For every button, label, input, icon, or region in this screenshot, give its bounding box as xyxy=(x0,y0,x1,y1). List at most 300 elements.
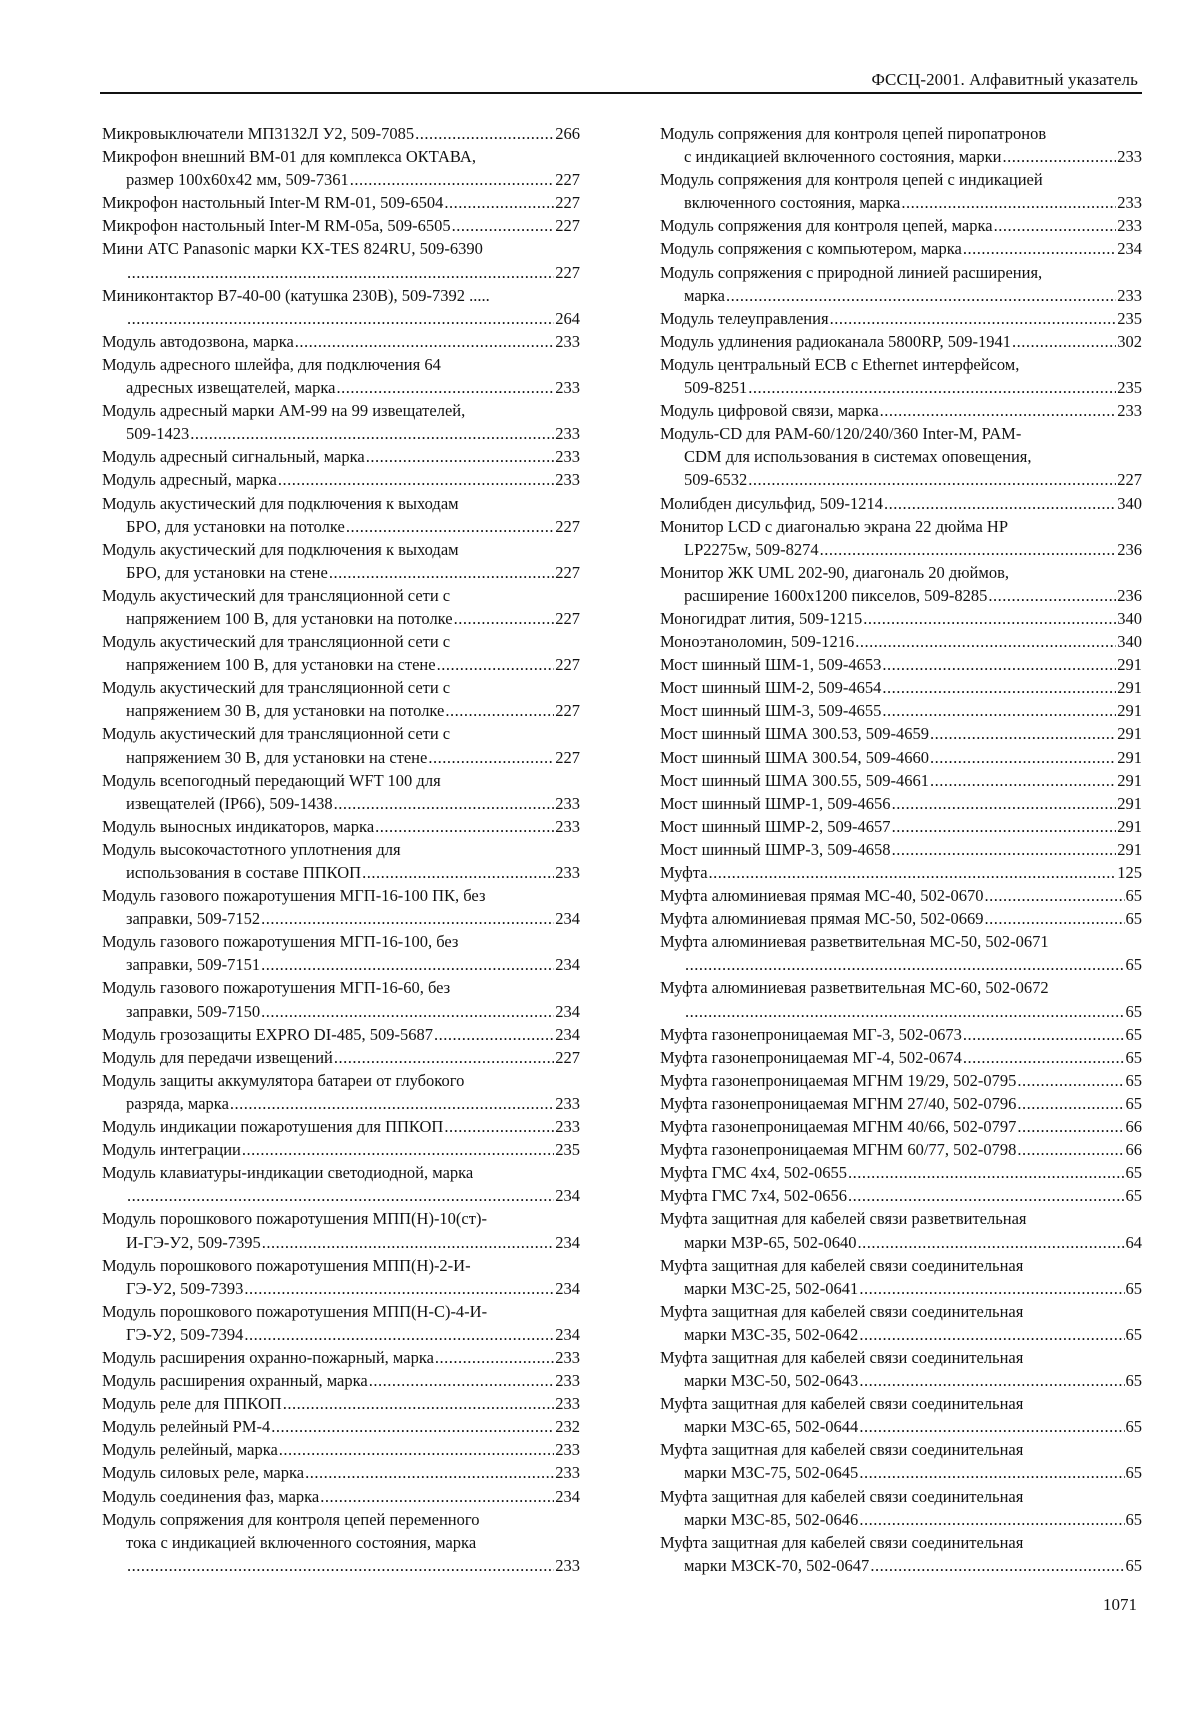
dot-leader xyxy=(127,261,554,284)
entry-page: 65 xyxy=(1125,1509,1142,1529)
entry-text: Модуль расширения охранно-пожарный, марка xyxy=(102,1347,434,1367)
index-entry xyxy=(660,492,1142,515)
entry-page: 291 xyxy=(1117,793,1142,813)
index-entry xyxy=(102,584,580,630)
page-number: 1071 xyxy=(1103,1595,1137,1614)
entry-text: заправки, 509-7152 xyxy=(126,909,261,929)
index-entry xyxy=(660,699,1142,722)
entry-text: Модуль автодозвона, марка xyxy=(102,331,294,351)
entry-text: Мост шинный ШМ-1, 509-4653 xyxy=(660,655,882,675)
dot-leader xyxy=(262,1231,554,1254)
index-entry xyxy=(102,1461,580,1484)
index-entry xyxy=(102,1254,580,1300)
entry-text: Модуль-CD для РАМ-60/120/240/360 Inter-M, PAM- xyxy=(660,424,1022,444)
dot-leader xyxy=(820,538,1117,561)
entry-text: Модуль всепогодный передающий WFT 100 для xyxy=(102,770,441,790)
entry-text: Муфта защитная для кабелей связи соединительная xyxy=(660,1301,1024,1321)
index-entry xyxy=(660,1531,1142,1577)
entry-text: Микровыключатели МП3132Л У2, 509-7085 xyxy=(102,124,415,143)
entry-page: 65 xyxy=(1125,1047,1142,1067)
entry-text: Миниконтактор В7-40-00 (катушка 230В), 509-7392 ..... xyxy=(102,285,490,305)
dot-leader xyxy=(334,1046,554,1069)
index-entry xyxy=(102,468,580,491)
dot-leader xyxy=(437,653,555,676)
index-entry xyxy=(102,1300,580,1346)
entry-text: LP2275w, 509-8274 xyxy=(684,539,819,559)
dot-leader xyxy=(930,769,1116,792)
entry-page: 233 xyxy=(555,816,580,836)
dot-leader xyxy=(230,1092,554,1115)
entry-page: 264 xyxy=(555,308,580,328)
entry-text: Модуль сопряжения для контроля цепей с индикацией xyxy=(660,170,1043,190)
index-entry xyxy=(660,907,1142,930)
dot-leader xyxy=(244,1277,554,1300)
index-entry xyxy=(102,1369,580,1392)
index-entry xyxy=(660,122,1142,168)
dot-leader xyxy=(848,1184,1124,1207)
index-entry xyxy=(660,792,1142,815)
dot-leader xyxy=(963,1023,1125,1046)
index-entry xyxy=(660,1184,1142,1207)
dot-leader xyxy=(1017,1092,1124,1115)
entry-text: напряжением 100 В, для установки на потолке xyxy=(126,608,453,628)
entry-page: 227 xyxy=(555,216,580,236)
entry-page: 227 xyxy=(555,193,580,213)
entry-text: Модуль сопряжения с компьютером, марка xyxy=(660,239,962,259)
dot-leader xyxy=(892,838,1117,861)
entry-text: марки МЗС-25, 502-0641 xyxy=(684,1278,859,1298)
index-entry xyxy=(102,838,580,884)
running-header xyxy=(100,68,1142,94)
entry-page: 233 xyxy=(1117,401,1142,421)
entry-text: 509-1423 xyxy=(126,424,190,444)
entry-page: 234 xyxy=(555,1232,580,1252)
entry-page: 235 xyxy=(1117,308,1142,328)
dot-leader xyxy=(283,1392,555,1415)
dot-leader xyxy=(334,792,555,815)
index-entry xyxy=(660,422,1142,491)
entry-text: Муфта алюминиевая разветвительная МС-50, 502-0671 xyxy=(660,932,1049,952)
index-entry xyxy=(102,1207,580,1253)
entry-page: 65 xyxy=(1125,1324,1142,1344)
entry-page: 65 xyxy=(1125,886,1142,906)
dot-leader xyxy=(1012,330,1116,353)
entry-text: 509-8251 xyxy=(684,378,748,398)
index-entry xyxy=(102,445,580,468)
entry-text: марки МЗС-85, 502-0646 xyxy=(684,1509,859,1529)
entry-page: 65 xyxy=(1125,1163,1142,1183)
index-entry xyxy=(102,237,580,283)
index-entry xyxy=(102,630,580,676)
entry-text: Муфта газонепроницаемая МГНМ 40/66, 502-0797 xyxy=(660,1117,1017,1137)
entry-text: включенного состояния, марка xyxy=(684,193,901,213)
entry-page: 291 xyxy=(1117,655,1142,675)
entry-text: Модуль адресный марки АМ-99 на 99 извещателей, xyxy=(102,401,466,421)
dot-leader xyxy=(709,861,1117,884)
dot-leader xyxy=(375,815,554,838)
index-entry xyxy=(660,1161,1142,1184)
entry-text: Муфта xyxy=(660,863,708,882)
index-entry xyxy=(660,1346,1142,1392)
entry-page: 236 xyxy=(1117,585,1142,605)
entry-page: 291 xyxy=(1117,770,1142,790)
entry-page: 227 xyxy=(555,608,580,628)
entry-text: Муфта алюминиевая прямая МС-40, 502-0670 xyxy=(660,886,984,906)
entry-page: 233 xyxy=(555,1440,580,1460)
entry-text: использования в составе ППКОП xyxy=(126,863,362,882)
entry-page: 233 xyxy=(555,1555,580,1575)
entry-page: 291 xyxy=(1117,839,1142,859)
dot-leader xyxy=(261,1000,554,1023)
index-entry xyxy=(660,1115,1142,1138)
dot-leader xyxy=(930,722,1116,745)
dot-leader xyxy=(190,422,554,445)
dot-leader xyxy=(415,122,554,145)
dot-leader xyxy=(685,953,1125,976)
index-entry xyxy=(102,1115,580,1138)
entry-text: Молибден дисульфид, 509-1214 xyxy=(660,493,884,513)
entry-text: Модуль сопряжения для контроля цепей, марка xyxy=(660,216,993,236)
entry-text: ГЭ-У2, 509-7393 xyxy=(126,1278,244,1298)
entry-text: Моногидрат лития, 509-1215 xyxy=(660,608,863,628)
entry-page: 291 xyxy=(1117,747,1142,767)
index-entry xyxy=(660,1092,1142,1115)
index-entry xyxy=(102,1392,580,1415)
index-entry xyxy=(660,838,1142,861)
entry-text: адресных извещателей, марка xyxy=(126,378,336,398)
entry-text: Модуль порошкового пожаротушения МПП(Н-С)-4-И- xyxy=(102,1301,488,1321)
dot-leader xyxy=(320,1485,554,1508)
index-entry xyxy=(102,1138,580,1161)
entry-page: 233 xyxy=(555,863,580,882)
entry-text: Мост шинный ШМР-1, 509-4656 xyxy=(660,793,891,813)
entry-page: 235 xyxy=(1117,378,1142,398)
entry-page: 302 xyxy=(1117,331,1142,351)
dot-leader xyxy=(329,561,554,584)
entry-text: Мост шинный ШМА 300.54, 509-4660 xyxy=(660,747,930,767)
entry-text: Модуль акустический для подключения к выходам xyxy=(102,539,459,559)
index-entry xyxy=(102,538,580,584)
entry-page: 234 xyxy=(555,1001,580,1021)
entry-text: напряжением 100 В, для установки на стене xyxy=(126,655,436,675)
entry-text: напряжением 30 В, для установки на потолке xyxy=(126,701,445,721)
entry-text: Модуль газового пожаротушения МГП-16-100, без xyxy=(102,932,459,952)
index-entry xyxy=(660,561,1142,607)
entry-text: Модуль для передачи извещений xyxy=(102,1047,333,1067)
entry-text: Муфта защитная для кабелей связи соединительная xyxy=(660,1347,1024,1367)
entry-text: тока с индикацией включенного состояния, марка xyxy=(126,1532,477,1552)
entry-page: 233 xyxy=(555,470,580,490)
dot-leader xyxy=(859,1461,1124,1484)
index-entry xyxy=(102,1161,580,1207)
entry-text: Мини АТС Panasonic марки KX-TES 824RU, 509-6390 xyxy=(102,239,483,259)
entry-text: Модуль клавиатуры-индикации светодиодной, марка xyxy=(102,1163,474,1183)
entry-page: 233 xyxy=(555,1347,580,1367)
index-entry xyxy=(102,1046,580,1069)
dot-leader xyxy=(855,630,1116,653)
entry-text: Модуль сопряжения для контроля цепей переменного xyxy=(102,1509,480,1529)
index-entry xyxy=(660,515,1142,561)
index-entry xyxy=(102,122,580,145)
entry-text: Модуль адресный, марка xyxy=(102,470,277,490)
dot-leader xyxy=(880,399,1117,422)
index-entry xyxy=(660,1046,1142,1069)
dot-leader xyxy=(882,699,1116,722)
index-entry xyxy=(660,1069,1142,1092)
index-entry xyxy=(660,237,1142,260)
entry-page: 64 xyxy=(1125,1232,1142,1252)
entry-text: Модуль акустический для трансляционной сети с xyxy=(102,585,451,605)
entry-text: Модуль реле для ППКОП xyxy=(102,1394,282,1414)
index-entry xyxy=(102,353,580,399)
index-entry xyxy=(660,1485,1142,1531)
dot-leader xyxy=(454,607,555,630)
dot-leader xyxy=(336,376,554,399)
dot-leader xyxy=(362,861,554,884)
index-entry xyxy=(660,307,1142,330)
entry-text: Микрофон настольный Inter-M RM-01, 509-6504 xyxy=(102,193,444,213)
entry-page: 340 xyxy=(1117,608,1142,628)
dot-leader xyxy=(452,214,555,237)
entry-text: 509-6532 xyxy=(684,470,748,490)
entry-text: Муфта защитная для кабелей связи соединительная xyxy=(660,1394,1024,1414)
index-column-right xyxy=(660,122,1142,1577)
dot-leader xyxy=(445,699,554,722)
index-entry xyxy=(660,630,1142,653)
entry-page: 233 xyxy=(555,1117,580,1137)
entry-page: 233 xyxy=(1117,216,1142,236)
entry-text: Модуль выносных индикаторов, марка xyxy=(102,816,375,836)
entry-page: 234 xyxy=(555,1486,580,1506)
dot-leader xyxy=(278,468,554,491)
entry-page: 65 xyxy=(1125,1555,1142,1575)
entry-page: 227 xyxy=(555,516,580,536)
index-entry xyxy=(660,261,1142,307)
index-entry xyxy=(660,861,1142,884)
index-entry xyxy=(660,930,1142,976)
entry-page: 227 xyxy=(555,1047,580,1067)
dot-leader xyxy=(859,1415,1124,1438)
entry-page: 65 xyxy=(1125,909,1142,929)
entry-text: Модуль акустический для трансляционной сети с xyxy=(102,678,451,698)
entry-page: 233 xyxy=(555,447,580,467)
entry-page: 65 xyxy=(1125,1024,1142,1044)
entry-text: марки МЗС-35, 502-0642 xyxy=(684,1324,859,1344)
dot-leader xyxy=(892,792,1117,815)
dot-leader xyxy=(963,1046,1125,1069)
entry-text: Муфта защитная для кабелей связи соединительная xyxy=(660,1532,1024,1552)
entry-text: Модуль сопряжения с природной линией расширения, xyxy=(660,262,1043,282)
dot-leader xyxy=(748,376,1116,399)
entry-page: 233 xyxy=(1117,147,1142,167)
entry-page: 233 xyxy=(555,1093,580,1113)
entry-text: Модуль акустический для подключения к выходам xyxy=(102,493,459,513)
dot-leader xyxy=(859,1369,1124,1392)
entry-text: Модуль интеграции xyxy=(102,1140,241,1160)
index-entry xyxy=(660,1254,1142,1300)
dot-leader xyxy=(930,746,1116,769)
dot-leader xyxy=(366,445,555,468)
entry-text: Микрофон внешний ВМ-01 для комплекса ОКТАВА, xyxy=(102,147,476,167)
entry-text: Мост шинный ШМ-3, 509-4655 xyxy=(660,701,882,721)
dot-leader xyxy=(1017,1138,1124,1161)
entry-page: 65 xyxy=(1125,1417,1142,1437)
entry-page: 233 xyxy=(555,1394,580,1414)
entry-page: 233 xyxy=(555,1371,580,1391)
entry-page: 291 xyxy=(1117,701,1142,721)
index-entry xyxy=(660,1300,1142,1346)
dot-leader xyxy=(830,307,1117,330)
dot-leader xyxy=(884,492,1116,515)
dot-leader xyxy=(261,953,554,976)
entry-text: Муфта защитная для кабелей связи соединительная xyxy=(660,1255,1024,1275)
dot-leader xyxy=(305,1461,554,1484)
entry-text: Модуль телеуправления xyxy=(660,308,829,328)
entry-text: разряда, марка xyxy=(126,1093,229,1113)
entry-page: 227 xyxy=(555,701,580,721)
entry-text: Модуль адресный сигнальный, марка xyxy=(102,447,365,467)
entry-page: 233 xyxy=(1117,285,1142,305)
entry-page: 234 xyxy=(555,1278,580,1298)
dot-leader xyxy=(428,746,554,769)
entry-text: Модуль цифровой связи, марка xyxy=(660,401,879,421)
entry-page: 66 xyxy=(1125,1117,1142,1137)
entry-page: 233 xyxy=(555,1463,580,1483)
entry-text: марка xyxy=(684,285,725,305)
index-entry xyxy=(660,168,1142,214)
index-entry xyxy=(660,1138,1142,1161)
dot-leader xyxy=(859,1508,1124,1531)
entry-page: 65 xyxy=(1125,1186,1142,1206)
entry-text: Муфта защитная для кабелей связи разветвительная xyxy=(660,1209,1027,1229)
dot-leader xyxy=(685,1000,1125,1023)
index-entry xyxy=(102,930,580,976)
dot-leader xyxy=(859,1277,1124,1300)
entry-page: 234 xyxy=(555,1324,580,1344)
dot-leader xyxy=(988,584,1116,607)
entry-text: марки МЗС-75, 502-0645 xyxy=(684,1463,859,1483)
dot-leader xyxy=(261,907,554,930)
dot-leader xyxy=(434,1023,554,1046)
entry-text: марки МЗС-50, 502-0643 xyxy=(684,1371,859,1391)
entry-text: Моноэтаноломин, 509-1216 xyxy=(660,632,855,652)
dot-leader xyxy=(882,676,1116,699)
dot-leader xyxy=(870,1554,1124,1577)
entry-page: 227 xyxy=(555,562,580,582)
index-entry xyxy=(660,353,1142,399)
entry-text: Модуль газового пожаротушения МГП-16-60, без xyxy=(102,978,451,998)
dot-leader xyxy=(892,815,1117,838)
entry-text: Муфта алюминиевая разветвительная МС-60, 502-0672 xyxy=(660,978,1049,998)
dot-leader xyxy=(863,607,1116,630)
entry-text: Модуль акустический для трансляционной сети с xyxy=(102,724,451,744)
entry-text: напряжением 30 В, для установки на стене xyxy=(126,747,428,767)
dot-leader xyxy=(444,191,554,214)
entry-text: Мост шинный ШМА 300.53, 509-4659 xyxy=(660,724,930,744)
entry-page: 65 xyxy=(1125,1463,1142,1483)
index-entry xyxy=(102,191,580,214)
entry-page: 65 xyxy=(1125,1371,1142,1391)
entry-page: 227 xyxy=(1117,470,1142,490)
index-entry xyxy=(660,214,1142,237)
entry-page: 234 xyxy=(555,1186,580,1206)
entry-text: Муфта ГМС 4х4, 502-0655 xyxy=(660,1163,848,1183)
index-entry xyxy=(102,1485,580,1508)
entry-text: Муфта алюминиевая прямая МС-50, 502-0669 xyxy=(660,909,984,929)
index-entry xyxy=(660,769,1142,792)
entry-page: 227 xyxy=(555,170,580,190)
index-entry xyxy=(102,676,580,722)
entry-text: Модуль акустический для трансляционной сети с xyxy=(102,632,451,652)
entry-text: Муфта защитная для кабелей связи соединительная xyxy=(660,1440,1024,1460)
entry-page: 291 xyxy=(1117,816,1142,836)
dot-leader xyxy=(244,1323,554,1346)
entry-page: 125 xyxy=(1117,863,1142,882)
index-entry xyxy=(660,746,1142,769)
index-entry xyxy=(660,330,1142,353)
index-entry xyxy=(660,399,1142,422)
entry-text: марки МЗС-65, 502-0644 xyxy=(684,1417,859,1437)
entry-page: 236 xyxy=(1117,539,1142,559)
dot-leader xyxy=(985,907,1125,930)
entry-page: 266 xyxy=(555,124,580,143)
dot-leader xyxy=(963,237,1116,260)
index-entry xyxy=(660,815,1142,838)
dot-leader xyxy=(848,1161,1124,1184)
entry-text: И-ГЭ-У2, 509-7395 xyxy=(126,1232,261,1252)
entry-text: Муфта газонепроницаемая МГ-3, 502-0673 xyxy=(660,1024,962,1044)
entry-text: Модуль защиты аккумулятора батареи от глубокого xyxy=(102,1070,465,1090)
entry-page: 233 xyxy=(555,331,580,351)
index-entry xyxy=(660,653,1142,676)
entry-page: 66 xyxy=(1125,1140,1142,1160)
entry-page: 233 xyxy=(555,378,580,398)
entry-text: Модуль порошкового пожаротушения МПП(Н)-2-И- xyxy=(102,1255,471,1275)
index-entry xyxy=(102,722,580,768)
entry-text: Модуль релейный РМ-4 xyxy=(102,1417,271,1437)
entry-page: 65 xyxy=(1125,1001,1142,1021)
entry-text: БРО, для установки на стене xyxy=(126,562,328,582)
entry-text: заправки, 509-7150 xyxy=(126,1001,261,1021)
dot-leader xyxy=(1002,145,1116,168)
entry-text: Муфта защитная для кабелей связи соединительная xyxy=(660,1486,1024,1506)
entry-text: с индикацией включенного состояния, марки xyxy=(684,147,1002,167)
index-entry xyxy=(660,676,1142,699)
entry-text: Модуль индикации пожаротушения для ППКОП xyxy=(102,1117,444,1137)
dot-leader xyxy=(127,1184,554,1207)
entry-text: Модуль грозозащиты EXPRO DI-485, 509-5687 xyxy=(102,1024,433,1044)
dot-leader xyxy=(346,515,554,538)
entry-text: Мост шинный ШМ-2, 509-4654 xyxy=(660,678,882,698)
dot-leader xyxy=(444,1115,554,1138)
entry-page: 65 xyxy=(1125,1070,1142,1090)
index-entry xyxy=(660,722,1142,745)
entry-text: расширение 1600х1200 пикселов, 509-8285 xyxy=(684,585,988,605)
dot-leader xyxy=(857,1231,1124,1254)
entry-page: 234 xyxy=(555,955,580,975)
entry-page: 291 xyxy=(1117,678,1142,698)
entry-text: Мост шинный ШМА 300.55, 509-4661 xyxy=(660,770,930,790)
entry-text: ГЭ-У2, 509-7394 xyxy=(126,1324,244,1344)
entry-page: 227 xyxy=(555,655,580,675)
entry-page: 340 xyxy=(1117,493,1142,513)
header-title: ФССЦ-2001. Алфавитный указатель xyxy=(871,70,1138,89)
index-entry xyxy=(102,1346,580,1369)
dot-leader xyxy=(271,1415,554,1438)
dot-leader xyxy=(242,1138,554,1161)
entry-page: 233 xyxy=(555,793,580,813)
entry-text: Муфта газонепроницаемая МГНМ 60/77, 502-0798 xyxy=(660,1140,1017,1160)
